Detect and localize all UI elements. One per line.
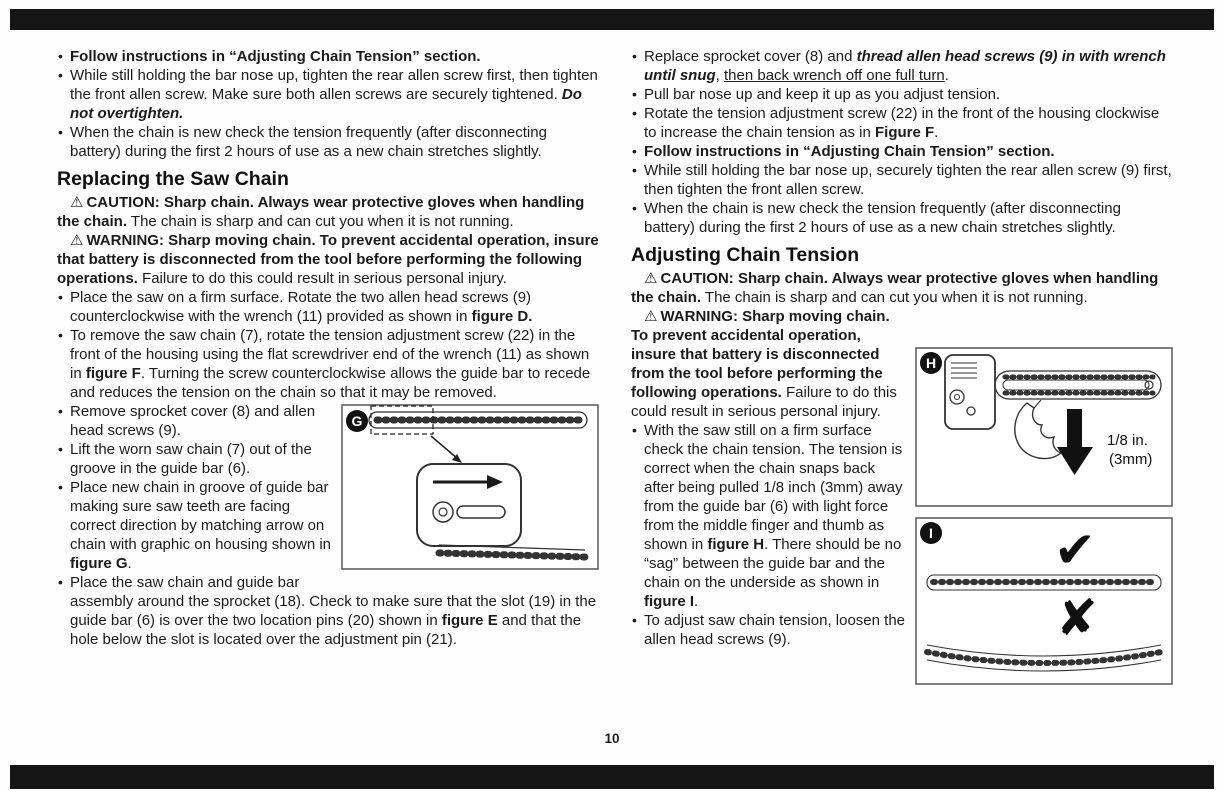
warning-paragraph xyxy=(57,231,599,288)
warning-triangle-icon: ⚠ xyxy=(644,308,658,325)
bullet-text: While still holding the bar nose up, securely tighten the rear allen screw (9) first, then tighten the front allen screw. xyxy=(644,162,1172,198)
bullet-text: Replace sprocket cover (8) and thread allen head screws (9) in with wrench until snug, then back wrench off one full turn. xyxy=(644,48,1166,84)
bullet-text: When the chain is new check the tension frequently (after disconnecting battery) during the first 2 hours of use as a new chain stretches slightly. xyxy=(644,200,1121,236)
bullet-text: Place the saw chain and guide bar assembly around the sprocket (18). Check to make sure that the slot (19) in the guide bar (6) is over the two location pins (20) shown in figure E and that the hole below the slot is located over the adjustment pin (21). xyxy=(70,574,597,648)
instruction-bullet xyxy=(631,161,1173,199)
instruction-bullet xyxy=(631,199,1173,237)
figure-i-label: I xyxy=(929,525,933,541)
right-column xyxy=(631,47,1173,689)
top-border-bar xyxy=(10,9,1214,30)
warning-text: WARNING: Sharp moving chain. To prevent accidental operation, insure that battery is disconnected from the tool before performing the following operations. Failure to do this could result in serious personal injury. xyxy=(631,308,897,420)
bullet-text: Lift the worn saw chain (7) out of the groove in the guide bar (6). xyxy=(70,441,312,477)
instruction-bullet xyxy=(57,440,599,478)
instruction-bullet xyxy=(57,288,599,326)
cross-icon: ✘ xyxy=(1056,590,1098,646)
page-content xyxy=(57,47,1173,689)
checkmark-icon: ✔ xyxy=(1054,522,1096,578)
bullet-text: Place new chain in groove of guide bar making sure saw teeth are facing correct direction by matching arrow on chain with graphic on housing shown in figure G. xyxy=(70,479,331,572)
right-steps-bullet-list xyxy=(631,421,1173,649)
bullet-text: Rotate the tension adjustment screw (22) in the front of the housing clockwise to increase the chain tension as in Figure F. xyxy=(644,105,1160,141)
caution-paragraph xyxy=(631,269,1173,307)
measurement-label-line2: (3mm) xyxy=(1109,451,1153,468)
bullet-text: Follow instructions in “Adjusting Chain Tension” section. xyxy=(70,48,481,65)
bullet-text: Remove sprocket cover (8) and allen head screws (9). xyxy=(70,403,316,439)
left-column xyxy=(57,47,599,689)
left-top-bullet-list xyxy=(57,47,599,161)
instruction-bullet xyxy=(631,104,1173,142)
caution-text: CAUTION: Sharp chain. Always wear protective gloves when handling the chain. The chain is sharp and can cut you when it is not running. xyxy=(631,270,1159,306)
bullet-text: While still holding the bar nose up, tighten the rear allen screw first, then tighten the front allen screw. Make sure both allen screws are securely tightened. Do not overtighten. xyxy=(70,67,598,122)
bullet-text: Follow instructions in “Adjusting Chain Tension” section. xyxy=(644,143,1055,160)
bottom-border-bar xyxy=(10,765,1214,789)
bullet-text: When the chain is new check the tension frequently (after disconnecting battery) during the first 2 hours of use as a new chain stretches slightly. xyxy=(70,124,547,160)
instruction-bullet xyxy=(57,573,599,649)
warning-triangle-icon: ⚠ xyxy=(644,270,658,287)
bullet-text: Pull bar nose up and keep it up as you adjust tension. xyxy=(644,86,1001,103)
instruction-bullet xyxy=(57,66,599,123)
instruction-bullet xyxy=(631,142,1173,161)
instruction-bullet xyxy=(631,85,1173,104)
warning-text: WARNING: Sharp moving chain. To prevent accidental operation, insure that battery is disconnected from the tool before performing the following operations. Failure to do this could result in serious personal injury. xyxy=(57,232,599,287)
instruction-bullet xyxy=(57,326,599,402)
figure-g-label: • G xyxy=(351,413,363,429)
instruction-bullet xyxy=(631,47,1173,85)
section-heading-adjusting-chain-tension: Adjusting Chain Tension xyxy=(631,244,860,266)
instruction-bullet xyxy=(57,478,599,573)
figure-h-label: H xyxy=(925,355,937,371)
warning-triangle-icon: ⚠ xyxy=(70,232,84,249)
bullet-text: To remove the saw chain (7), rotate the tension adjustment screw (22) in the front of the housing using the flat screwdriver end of the wrench (11) as shown in figure F. Turning the screw counterclockwise allows the guide bar to recede and reduces the tension on the chain so that it may be removed. xyxy=(70,327,591,401)
left-steps-bullet-list xyxy=(57,288,599,649)
instruction-bullet xyxy=(57,402,599,440)
measurement-label-line1: 1/8 in. xyxy=(1107,432,1148,449)
instruction-bullet xyxy=(631,611,1173,649)
bullet-text: To adjust saw chain tension, loosen the allen head screws (9). xyxy=(644,612,905,648)
right-top-bullet-list xyxy=(631,47,1173,237)
section-heading-replacing-saw-chain: Replacing the Saw Chain xyxy=(57,168,289,190)
warning-triangle-icon: ⚠ xyxy=(70,194,84,211)
bullet-text: With the saw still on a firm surface check the chain tension. The tension is correct when the chain snaps back after being pulled 1/8 inch (3mm) away from the guide bar (6) with light force from the middle finger and thumb as shown in figure H. There should be no “sag” between the guide bar and the chain on the underside as shown in figure I. xyxy=(644,422,903,610)
instruction-bullet xyxy=(57,47,599,66)
page-number: 10 xyxy=(604,731,620,746)
caution-text: CAUTION: Sharp chain. Always wear protective gloves when handling the chain. The chain is sharp and can cut you when it is not running. xyxy=(57,194,585,230)
bullet-text: Place the saw on a firm surface. Rotate the two allen head screws (9) counterclockwise with the wrench (11) provided as shown in figure D. xyxy=(70,289,533,325)
instruction-bullet xyxy=(631,421,1173,611)
caution-paragraph xyxy=(57,193,599,231)
instruction-bullet xyxy=(57,123,599,161)
